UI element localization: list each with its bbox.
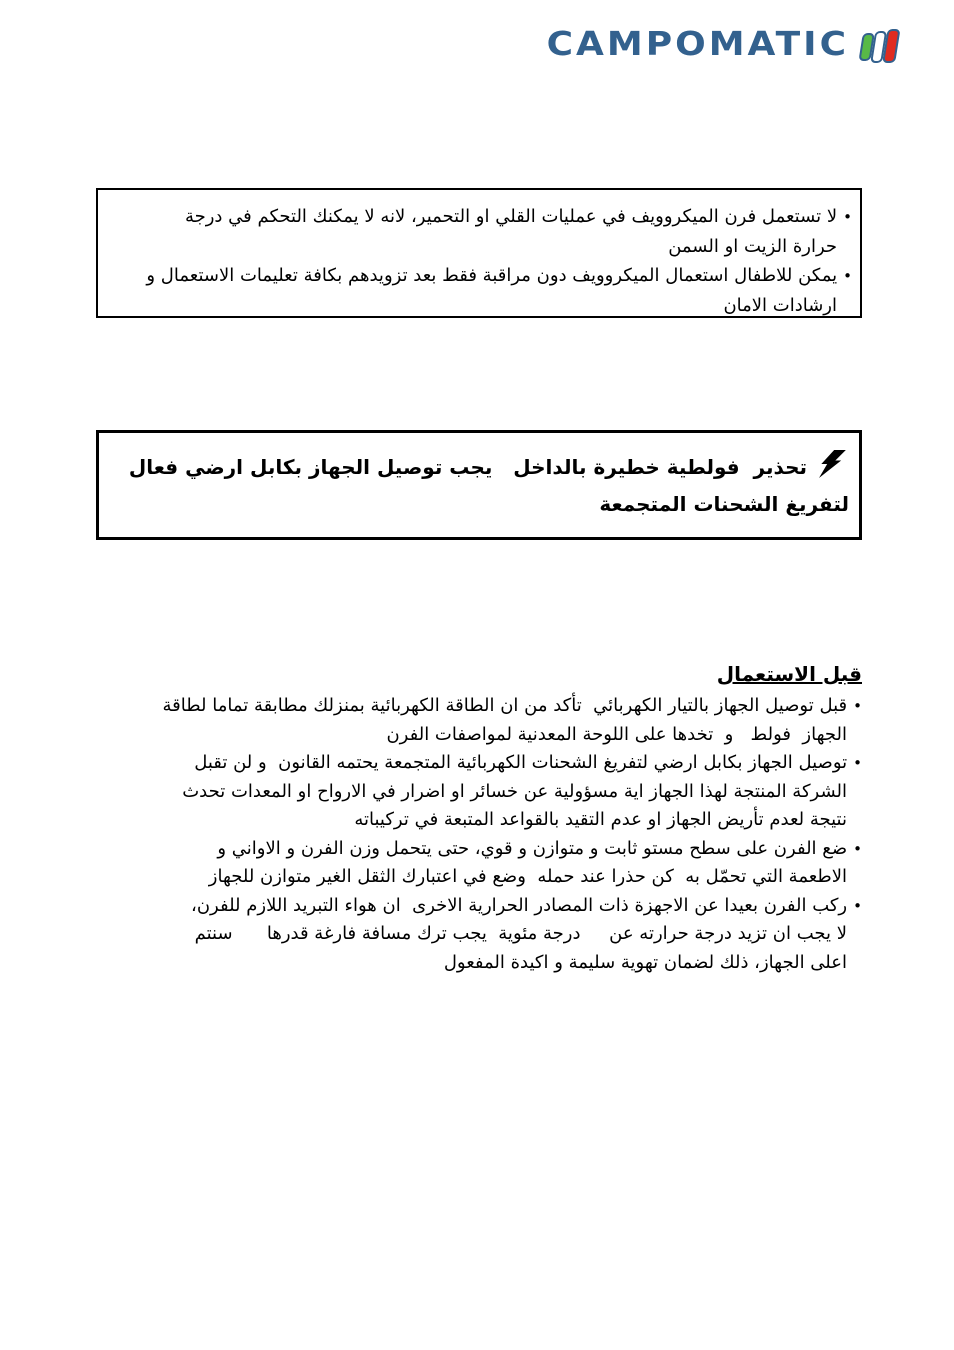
instruction-line: نتيجة لعدم تأريض الجهاز او عدم التقيد بالقواعد المتبعة في تركيباته [354,809,847,830]
instruction-line [96,692,862,721]
warning-line-1 [109,449,849,486]
instruction-line [96,835,862,864]
bullet-marker: • [853,839,862,858]
instruction-line: الشركة المنتجة لهذا الجهاز اية مسؤولية عن خسائر او اضرار في الارواح او المعدات تحدث [182,780,847,802]
warning-text: تحذير فولطية خطيرة بالداخل يجب توصيل الجهاز بكابل ارضي فعال [128,455,807,479]
before-use-section [96,659,862,977]
instruction-line: الجهاز فولط و تخدها على اللوحة المعدنية لمواصفات الفرن [386,723,847,745]
brand-wordmark: CAMPOMATIC [546,25,849,64]
safety-note-line [106,202,852,232]
instruction-line: الاطعمة التي تحمّل به كن حذرا عند حمله وضع في اعتبارك الثقل الغير متوازن للجهاز [208,866,847,887]
bullet-marker: • [853,896,862,915]
bullet-marker: • [843,208,852,226]
safety-note-line: ارشادات الامان [723,295,837,316]
safety-notes-box [96,188,862,318]
instruction-text: ضع الفرن على سطح مستو ثابت و متوازن و قوي، حتى يتحمل وزن الفرن و الاواني و [217,837,848,859]
instruction-text: ركب الفرن بعيدا عن الاجهزة ذات المصادر الحرارية الاخرى ان هواء التبريد اللازم للفرن، [191,894,848,916]
bullet-marker: • [853,697,862,715]
instruction-line [96,892,862,921]
brand-logo [547,26,902,64]
safety-note-line [106,261,852,291]
bullet-marker: • [843,267,852,285]
instruction-line: لا يجب ان تزيد درجة حرارته عن درجة مئوية يجب ترك مسافة فارغة قدرها سنتم [194,923,847,944]
instruction-line: اعلى الجهاز، ذلك لضمان تهوية سليمة و اكيدة المفعول [443,951,847,973]
instruction-line [96,749,862,778]
voltage-warning-box [96,430,862,540]
warning-line-2: لتفريغ الشحنات المتجمعة [599,492,849,516]
lightning-bolt-icon [817,450,849,478]
italian-flag-icon [858,26,902,64]
safety-note-text: لا تستعمل فرن الميكروويف في عمليات القلي او التحمير، لانه لا يمكنك التحكم في درجة [184,206,838,227]
safety-note-line: حرارة الزيت او السمن [668,236,837,257]
section-heading: قبل الاستعمال [716,662,862,686]
bullet-marker: • [853,754,862,772]
instruction-text: توصيل الجهاز بكابل ارضي لتفريغ الشحنات الكهربائية المتجمعة يحتمه القانون و لن تقبل [194,752,848,773]
safety-note-text: يمكن للاطفال استعمال الميكروويف دون مراقبة فقط بعد تزويدهم بكافة تعليمات الاستعمال و [146,265,838,286]
instruction-text: قبل توصيل الجهاز بالتيار الكهربائي تأكد من ان الطاقة الكهربائية بمنزلك مطابقة تماما لطاقة [162,695,848,716]
